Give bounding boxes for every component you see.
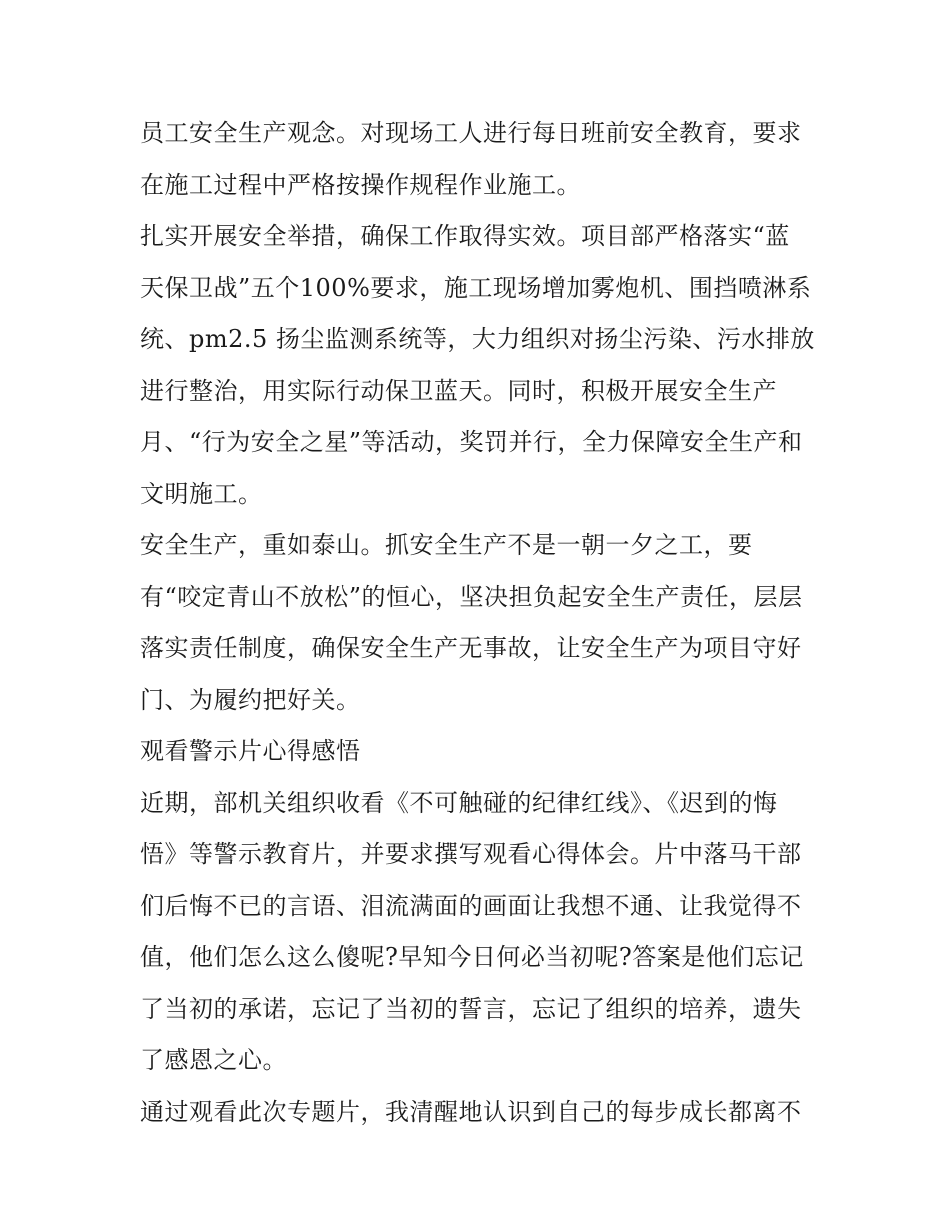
text-line: 天保卫战”五个100%要求，施工现场增加雾炮机、围挡喷淋系 <box>140 273 812 302</box>
text-line: 悟》等警示教育片，并要求撰写观看心得体会。片中落马干部 <box>140 840 802 868</box>
text-line: 统、pm2.5 扬尘监测系统等，大力组织对扬尘污染、污水排放 <box>140 325 815 353</box>
text-line: 有“咬定青山不放松”的恒心，坚决担负起安全生产责任，层层 <box>140 582 803 611</box>
text-line: 了感恩之心。 <box>140 1046 287 1074</box>
text-line: 月、“行为安全之星”等活动，奖罚并行，全力保障安全生产和 <box>140 428 803 456</box>
document-body <box>140 108 820 1138</box>
text-line: 通过观看此次专题片，我清醒地认识到自己的每步成长都离不 <box>140 1097 802 1126</box>
text-line: 门、为履约把好关。 <box>140 685 361 714</box>
text-line: 值，他们怎么这么傻呢?早知今日何必当初呢?答案是他们忘记 <box>140 943 804 971</box>
text-line: 进行整治，用实际行动保卫蓝天。同时，积极开展安全生产 <box>140 376 777 405</box>
text-line: 落实责任制度，确保安全生产无事故，让安全生产为项目守好 <box>140 634 802 662</box>
text-line: 扎实开展安全举措，确保工作取得实效。项目部严格落实“蓝 <box>140 222 790 250</box>
text-line: 近期，部机关组织收看《不可触碰的纪律红线》、《迟到的悔 <box>140 788 778 817</box>
text-line: 在施工过程中严格按操作规程作业施工。 <box>140 170 581 199</box>
section-heading: 观看警示片心得感悟 <box>140 737 361 765</box>
text-line: 文明施工。 <box>140 479 263 508</box>
text-line: 安全生产，重如泰山。抓安全生产不是一朝一夕之工，要 <box>140 531 753 559</box>
text-line: 了当初的承诺，忘记了当初的誓言，忘记了组织的培养，遗失 <box>140 994 802 1023</box>
text-line: 员工安全生产观念。对现场工人进行每日班前安全教育，要求 <box>140 119 802 147</box>
text-line: 们后悔不已的言语、泪流满面的画面让我想不通、让我觉得不 <box>140 891 802 920</box>
